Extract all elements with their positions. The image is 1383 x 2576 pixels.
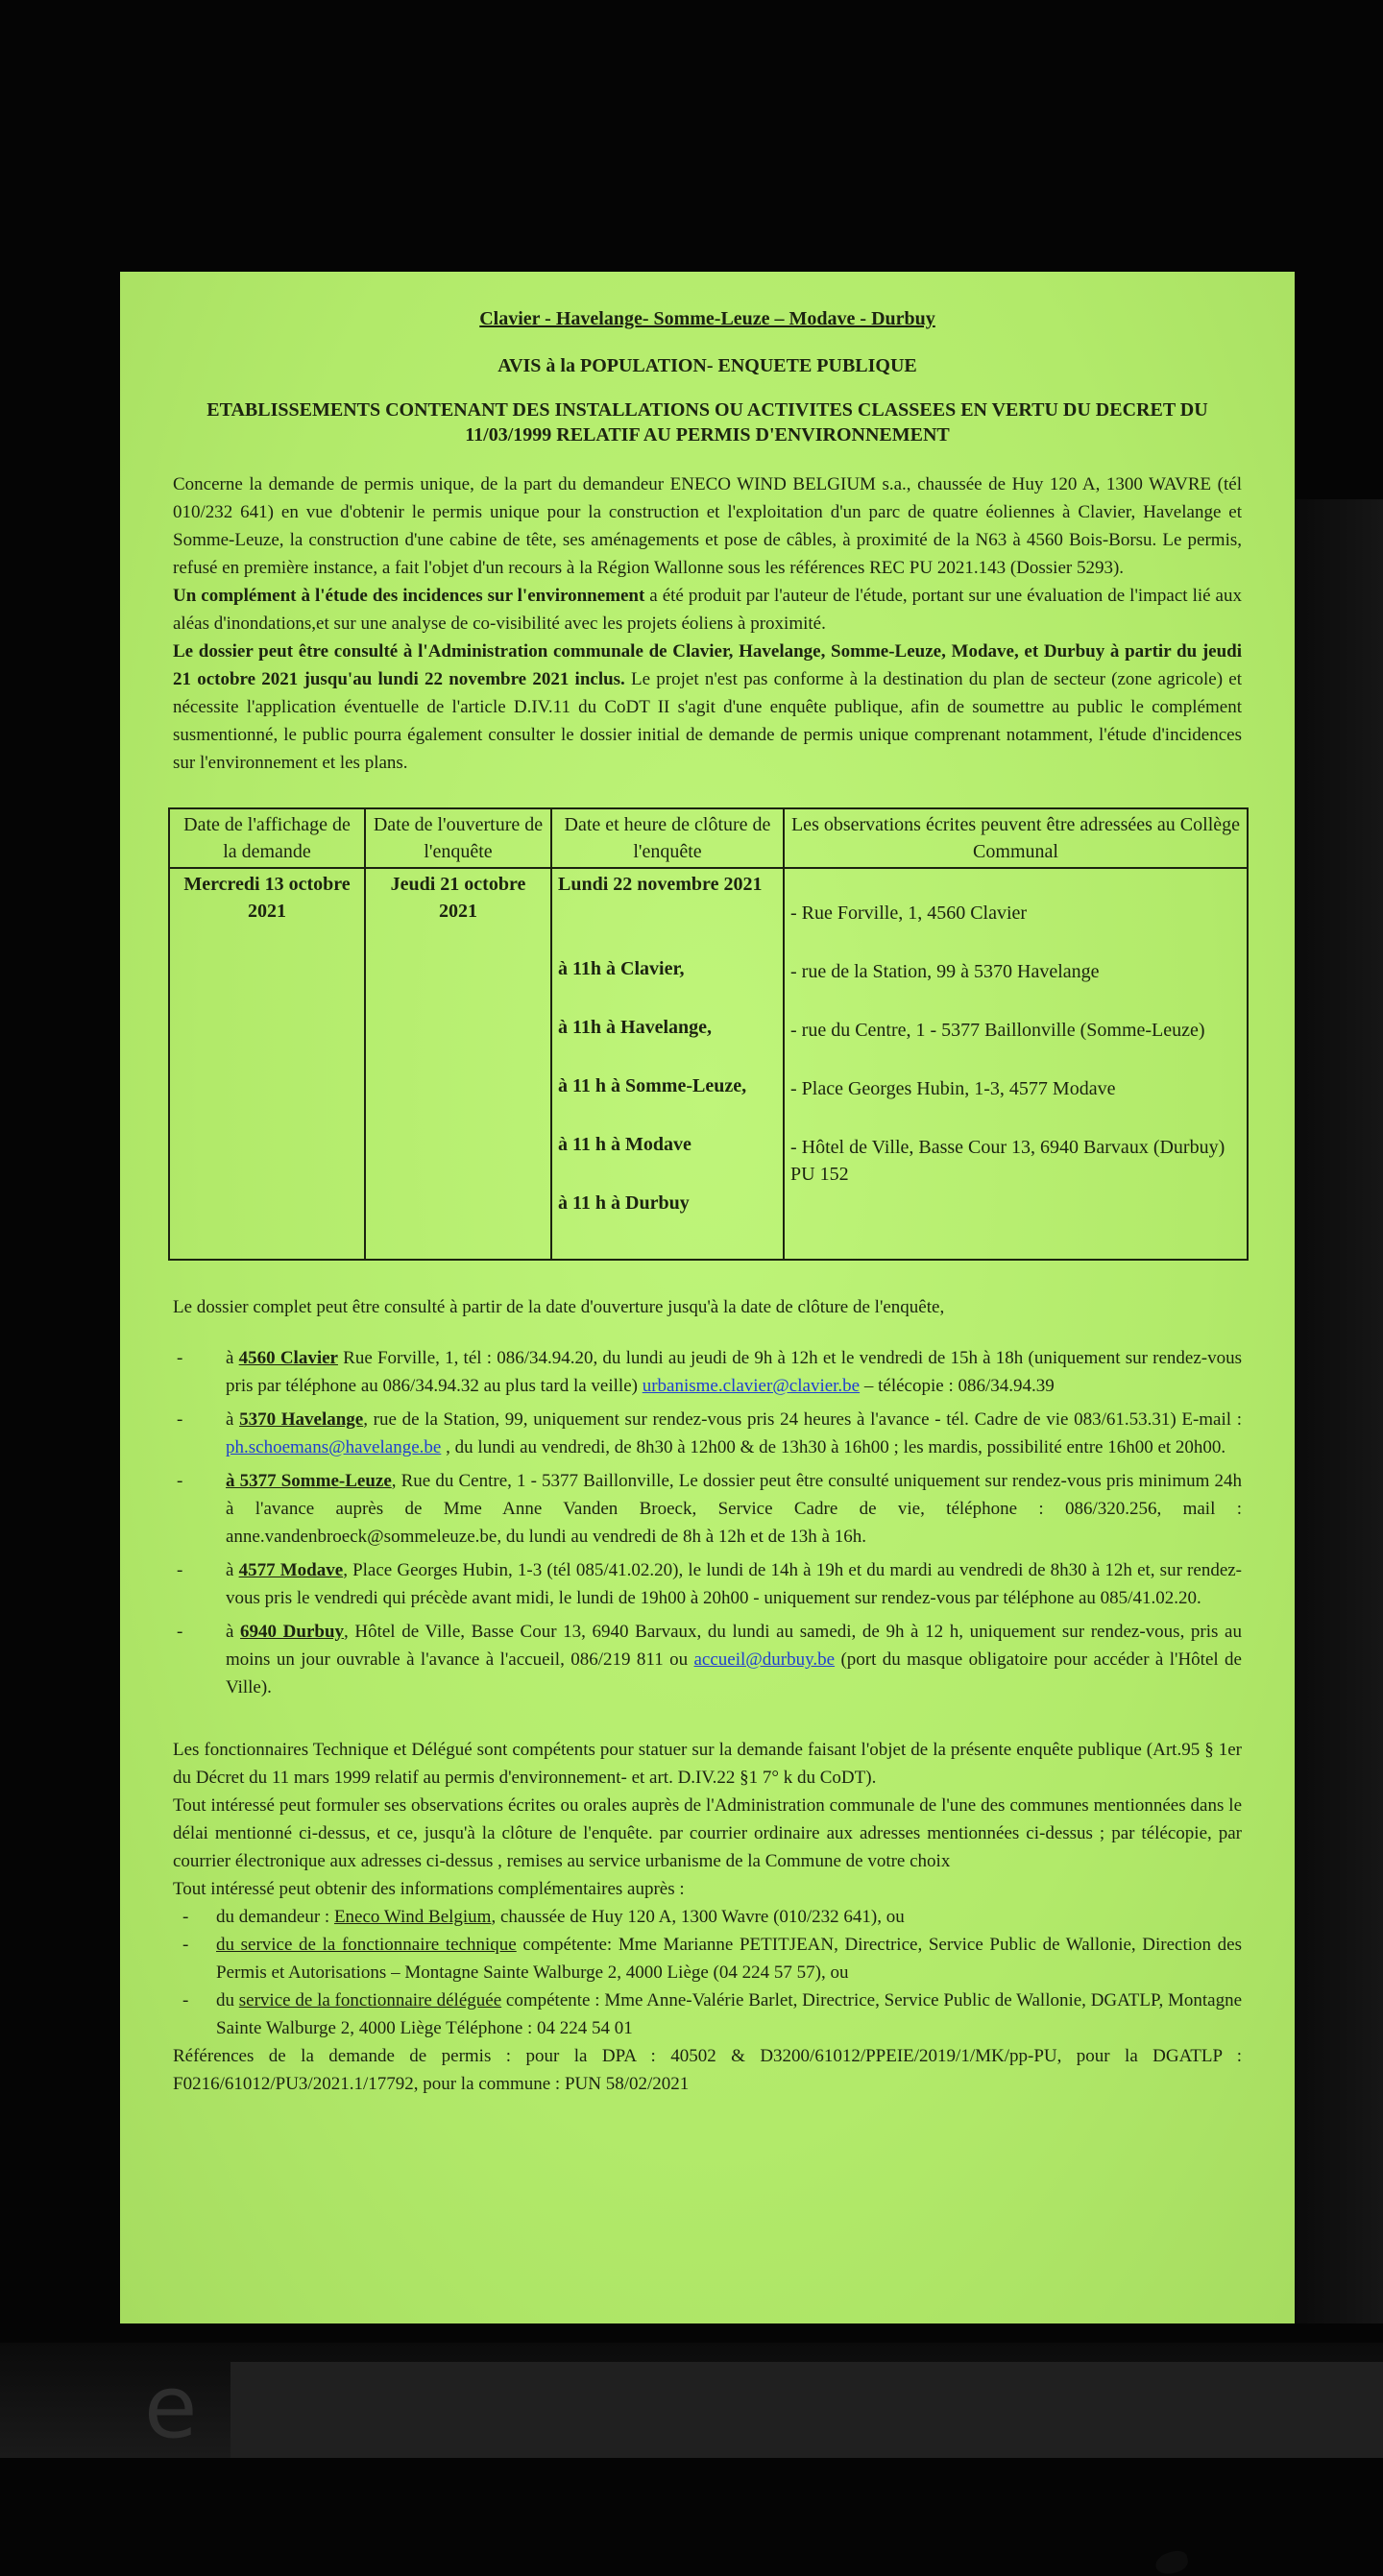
header-observations: Les observations écrites peuvent être adressées au Collège Communal bbox=[784, 808, 1248, 868]
intro-paragraph: Concerne la demande de permis unique, de la part du demandeur ENECO WIND BELGIUM s.a., chaussée de Huy 120 A, 1300 WAVRE (tél 010/232 641) en vue d'obtenir le permis unique pour la construction et l'exploitation d'un parc de quatre éoliennes à Clavier, Havelange et Somme-Leuze, la construction d'une cabine de tête, ses aménagements et pose de câbles, à proximité de la N63 à 4560 Bois-Borsu. Le permis, refusé en première instance, a fait l'objet d'un recours à la Région Wallonne sous les références REC PU 2021.143 (Dossier 5293). bbox=[173, 474, 1242, 578]
address-somme-leuze: - rue du Centre, 1 - 5377 Baillonville (Somme-Leuze) bbox=[790, 1020, 1205, 1041]
cell-ouverture: Jeudi 21 octobre 2021 bbox=[365, 868, 551, 1260]
item-text: , Hôtel de Ville, Basse Cour 13, 6940 Barvaux, du lundi au samedi, de 9h à 12 h, uniquement sur rendez-vous, pris au moins un jour ouvrable à l'avance à l'accueil, 086/219 811 ou bbox=[226, 1622, 1242, 1670]
legal-info-intro: Tout intéressé peut obtenir des informations complémentaires auprès : bbox=[173, 1879, 685, 1899]
item-prefix: à bbox=[226, 1622, 241, 1642]
cell-affichage: Mercredi 13 octobre 2021 bbox=[169, 868, 365, 1260]
background-wall bbox=[1287, 499, 1383, 2323]
references-paragraph: Références de la demande de permis : pour la DPA : 40502 & D3200/61012/PPEIE/2019/1/MK/pp-PU, pour la DGATLP : F0216/61012/PU3/2021.1/17792, pour la commune : PUN 58/02/2021 bbox=[173, 2046, 1242, 2094]
cell-cloture bbox=[551, 868, 784, 1260]
notice-document bbox=[173, 305, 1242, 2098]
contact-details: compétente: Mme Marianne PETITJEAN, Directrice, Service Public de Wallonie, Direction des Permis et Autorisations – Montagne Sainte Walburge 2, 4000 Liège (04 224 57 57), ou bbox=[216, 1935, 1242, 1983]
header-affichage: Date de l'affichage de la demande bbox=[169, 808, 365, 868]
list-item bbox=[173, 1406, 1242, 1461]
contact-prefix: du bbox=[216, 1990, 239, 2010]
enquiry-dates-table bbox=[168, 807, 1249, 1261]
email-link[interactable]: urbanisme.clavier@clavier.be bbox=[642, 1376, 861, 1396]
background-reflection: e bbox=[144, 2357, 198, 2458]
consultation-lead: Le dossier peut être consulté à l' bbox=[173, 641, 428, 662]
consult-intro: Le dossier complet peut être consulté à partir de la date d'ouverture jusqu'à la date de clôture de l'enquête, bbox=[173, 1297, 945, 1317]
item-place: à 5377 Somme-Leuze bbox=[226, 1471, 392, 1491]
cloture-time-clavier: à 11h à Clavier, bbox=[558, 958, 685, 979]
consultation-text: Le projet n'est pas conforme à la destination du plan de secteur (zone agricole) et nécessite l'application éventuelle de l'article D.IV.11 du CoDT II s'agit d'une enquête publique, afin de soumettre au public le complément susmentionné, le public pourra également consulter le dossier initial de demande de permis unique comprenant notamment, l'étude d'incidences sur l'environnement et les plans. bbox=[173, 669, 1242, 773]
item-text: , rue de la Station, 99, uniquement sur rendez-vous pris 24 heures à l'avance - tél. Cadre de vie 083/61.53.31) E-mail : bbox=[363, 1409, 1242, 1430]
ink-blot-mark bbox=[1153, 2549, 1190, 2576]
complement-bold: Un complément à l'étude des incidences sur l'environnement bbox=[173, 586, 645, 606]
item-post: , du lundi au vendredi, de 8h30 à 12h00 & de 13h30 à 16h00 ; les mardis, possibilité entre 16h00 et 20h00. bbox=[441, 1437, 1226, 1457]
legal-competence: Les fonctionnaires Technique et Délégué sont compétents pour statuer sur la demande faisant l'objet de la présente enquête publique (Art.95 § 1er du Décret du 11 mars 1999 relatif au permis d'environnement- et art. D.IV.22 §1 7° k du CoDT). bbox=[173, 1740, 1242, 1788]
contact-details: , chaussée de Huy 120 A, 1300 Wavre (010/232 641), ou bbox=[491, 1907, 905, 1927]
list-item bbox=[173, 1903, 1242, 1931]
address-havelange: - rue de la Station, 99 à 5370 Havelange bbox=[790, 961, 1100, 982]
cloture-time-durbuy: à 11 h à Durbuy bbox=[558, 1192, 690, 1214]
contact-details: compétente : Mme Anne-Valérie Barlet, Directrice, Service Public de Wallonie, DGATLP, Montagne Sainte Walburge 2, 4000 Liège Téléphone : 04 224 54 01 bbox=[216, 1990, 1243, 2038]
table-row bbox=[169, 868, 1248, 1260]
list-item bbox=[173, 1931, 1242, 1986]
item-place: 4577 Modave bbox=[238, 1560, 344, 1580]
consult-locations-list bbox=[173, 1344, 1242, 1701]
item-text: , Rue du Centre, 1 - 5377 Baillonville, Le dossier peut être consulté uniquement sur rendez-vous pris minimum 24h à l'avance auprès de Mme Anne Vanden Broeck, Service Cadre de vie, téléphone : 086/320.256, mail : anne.vandenbroeck@sommeleuze.be, du lundi au vendredi de 8h à 12h et de 13h à 16h. bbox=[226, 1471, 1242, 1547]
item-prefix: à bbox=[226, 1348, 239, 1368]
address-modave: - Place Georges Hubin, 1-3, 4577 Modave bbox=[790, 1078, 1116, 1099]
header-ouverture: Date de l'ouverture de l'enquête bbox=[365, 808, 551, 868]
item-text: Rue Forville, 1, tél : 086/34.94.20, du lundi au jeudi de 9h à 12h et le vendredi de 15h à 18h (uniquement sur rendez-vous pris par téléphone au 086/34.94.32 au plus tard la veille) bbox=[226, 1348, 1242, 1396]
cell-addresses bbox=[784, 868, 1248, 1260]
address-spacer bbox=[790, 871, 1241, 900]
address-durbuy: - Hôtel de Ville, Basse Cour 13, 6940 Barvaux (Durbuy) PU 152 bbox=[790, 1137, 1225, 1185]
table-header-row bbox=[169, 808, 1248, 868]
contact-name: du service de la fonctionnaire technique bbox=[216, 1935, 517, 1955]
item-place: 6940 Durbuy bbox=[240, 1622, 345, 1642]
complement-paragraph bbox=[173, 582, 1242, 638]
notice-category-title: ETABLISSEMENTS CONTENANT DES INSTALLATIONS OU ACTIVITES CLASSEES EN VERTU DU DECRET DU 11/03/1999 RELATIF AU PERMIS D'ENVIRONNEMENT bbox=[206, 399, 1208, 445]
list-item bbox=[173, 1618, 1242, 1701]
notice-avis-title: AVIS à la POPULATION- ENQUETE PUBLIQUE bbox=[497, 355, 917, 376]
header-cloture: Date et heure de clôture de l'enquête bbox=[551, 808, 784, 868]
consultation-dates: Administration communale de Clavier, Havelange, Somme-Leuze, Modave, et Durbuy à partir du jeudi 21 octobre 2021 jusqu'au lundi 22 novembre 2021 inclus. bbox=[173, 641, 1243, 689]
notice-places-title: Clavier - Havelange- Somme-Leuze – Modave - Durbuy bbox=[479, 308, 935, 329]
item-post: – télécopie : 086/34.94.39 bbox=[860, 1376, 1055, 1396]
contact-name: Eneco Wind Belgium bbox=[333, 1907, 492, 1927]
complement-text: a été produit par l'auteur de l'étude, portant sur une évaluation de l'impact lié aux aléas d'inondations,et sur une analyse de co-visibilité avec les projets éoliens à proximité. bbox=[173, 586, 1242, 634]
email-link[interactable]: ph.schoemans@havelange.be bbox=[226, 1437, 442, 1457]
cloture-time-modave: à 11 h à Modave bbox=[558, 1134, 692, 1155]
contacts-list bbox=[173, 1903, 1242, 2042]
cloture-date: Lundi 22 novembre 2021 bbox=[558, 874, 763, 895]
public-notice-sheet bbox=[120, 272, 1295, 2323]
item-prefix: à bbox=[226, 1560, 239, 1580]
background-object bbox=[230, 2362, 1383, 2458]
item-prefix: à bbox=[226, 1409, 240, 1430]
item-place: 4560 Clavier bbox=[238, 1348, 338, 1368]
item-place: 5370 Havelange bbox=[239, 1409, 364, 1430]
legal-section bbox=[173, 1736, 1242, 2098]
list-item bbox=[173, 1556, 1242, 1612]
address-clavier: - Rue Forville, 1, 4560 Clavier bbox=[790, 903, 1028, 924]
email-link[interactable]: accueil@durbuy.be bbox=[693, 1649, 836, 1670]
list-item bbox=[173, 1344, 1242, 1400]
contact-prefix: du demandeur : bbox=[216, 1907, 334, 1927]
item-text: , Place Georges Hubin, 1-3 (tél 085/41.02.20), le lundi de 14h à 19h et du mardi au vendredi de 8h30 à 12h et, sur rendez-vous pris le vendredi qui précède avant midi, le lundi de 19h00 à 20h00 - uniquement sur rendez-vous par téléphone au 085/41.02.20. bbox=[226, 1560, 1243, 1608]
legal-observations: Tout intéressé peut formuler ses observations écrites ou orales auprès de l'Administration communale de l'une des communes mentionnées dans le délai mentionné ci-dessus, et ce, jusqu'à la clôture de l'enquête. par courrier ordinaire aux adresses mentionnées ci-dessus ; par télécopie, par courrier électronique aux adresses ci-dessus , remises au service urbanisme de la Commune de votre choix bbox=[173, 1795, 1242, 1871]
item-post: (port du masque obligatoire pour accéder à l'Hôtel de Ville). bbox=[226, 1649, 1242, 1697]
contact-name: service de la fonctionnaire déléguée bbox=[238, 1990, 502, 2010]
list-item bbox=[173, 1986, 1242, 2042]
list-item bbox=[173, 1467, 1242, 1551]
consultation-paragraph bbox=[173, 638, 1242, 777]
cloture-time-somme-leuze: à 11 h à Somme-Leuze, bbox=[558, 1075, 747, 1096]
cloture-time-havelange: à 11h à Havelange, bbox=[558, 1017, 713, 1038]
